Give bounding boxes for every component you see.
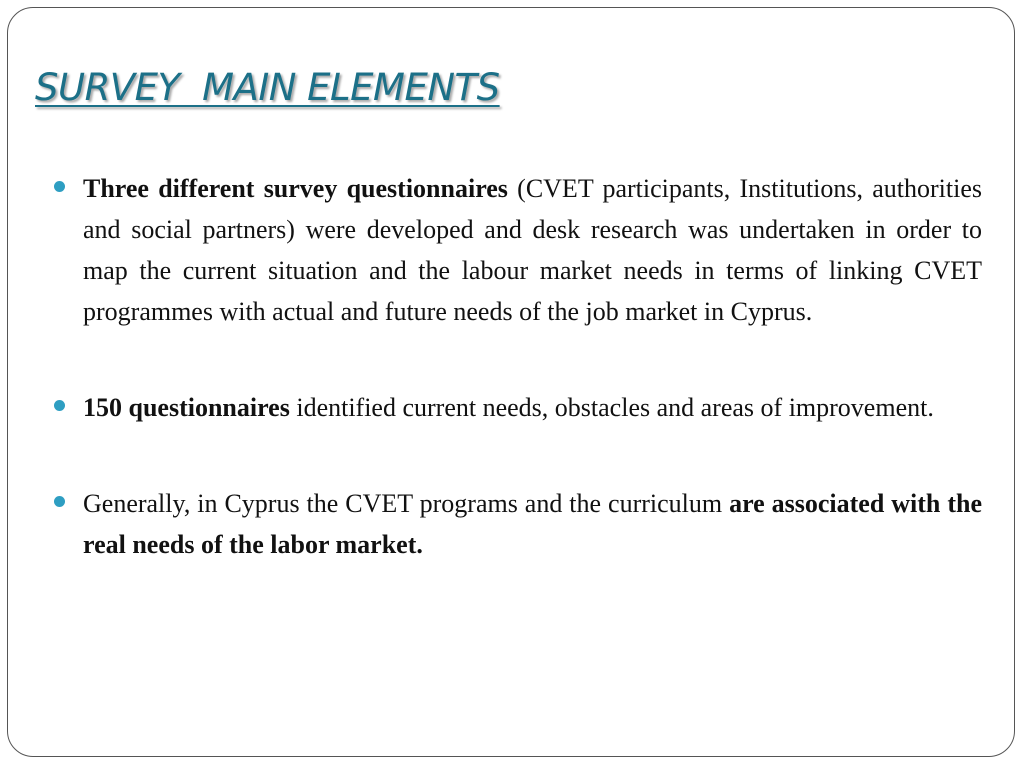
bullet-text: identified current needs, obstacles and areas of improvement.	[289, 393, 934, 422]
bullet-list	[50, 168, 982, 565]
bullet-bold-tail: are associated with the real needs of the labor market.	[83, 489, 982, 559]
bullet-bold-lead: Three different survey questionnaires	[83, 174, 508, 203]
bullet-marker-icon	[54, 181, 65, 192]
bullet-marker-icon	[54, 496, 65, 507]
bullet-marker-icon	[54, 400, 65, 411]
bullet-text: (CVET participants, Institutions, authorities and social partners) were developed and desk research was undertaken in order to map the current situation and the labour market needs in terms of linking CVET programmes with actual and future needs of the job market in Cyprus.	[83, 174, 982, 326]
bullet-item	[50, 387, 982, 428]
bullet-item	[50, 483, 982, 565]
bullet-text: Generally, in Cyprus the CVET programs and the curriculum	[83, 489, 730, 518]
bullet-bold-lead: 150 questionnaires	[83, 393, 290, 422]
bullet-item	[50, 168, 982, 332]
slide-title: SURVEY MAIN ELEMENTS	[35, 66, 500, 109]
